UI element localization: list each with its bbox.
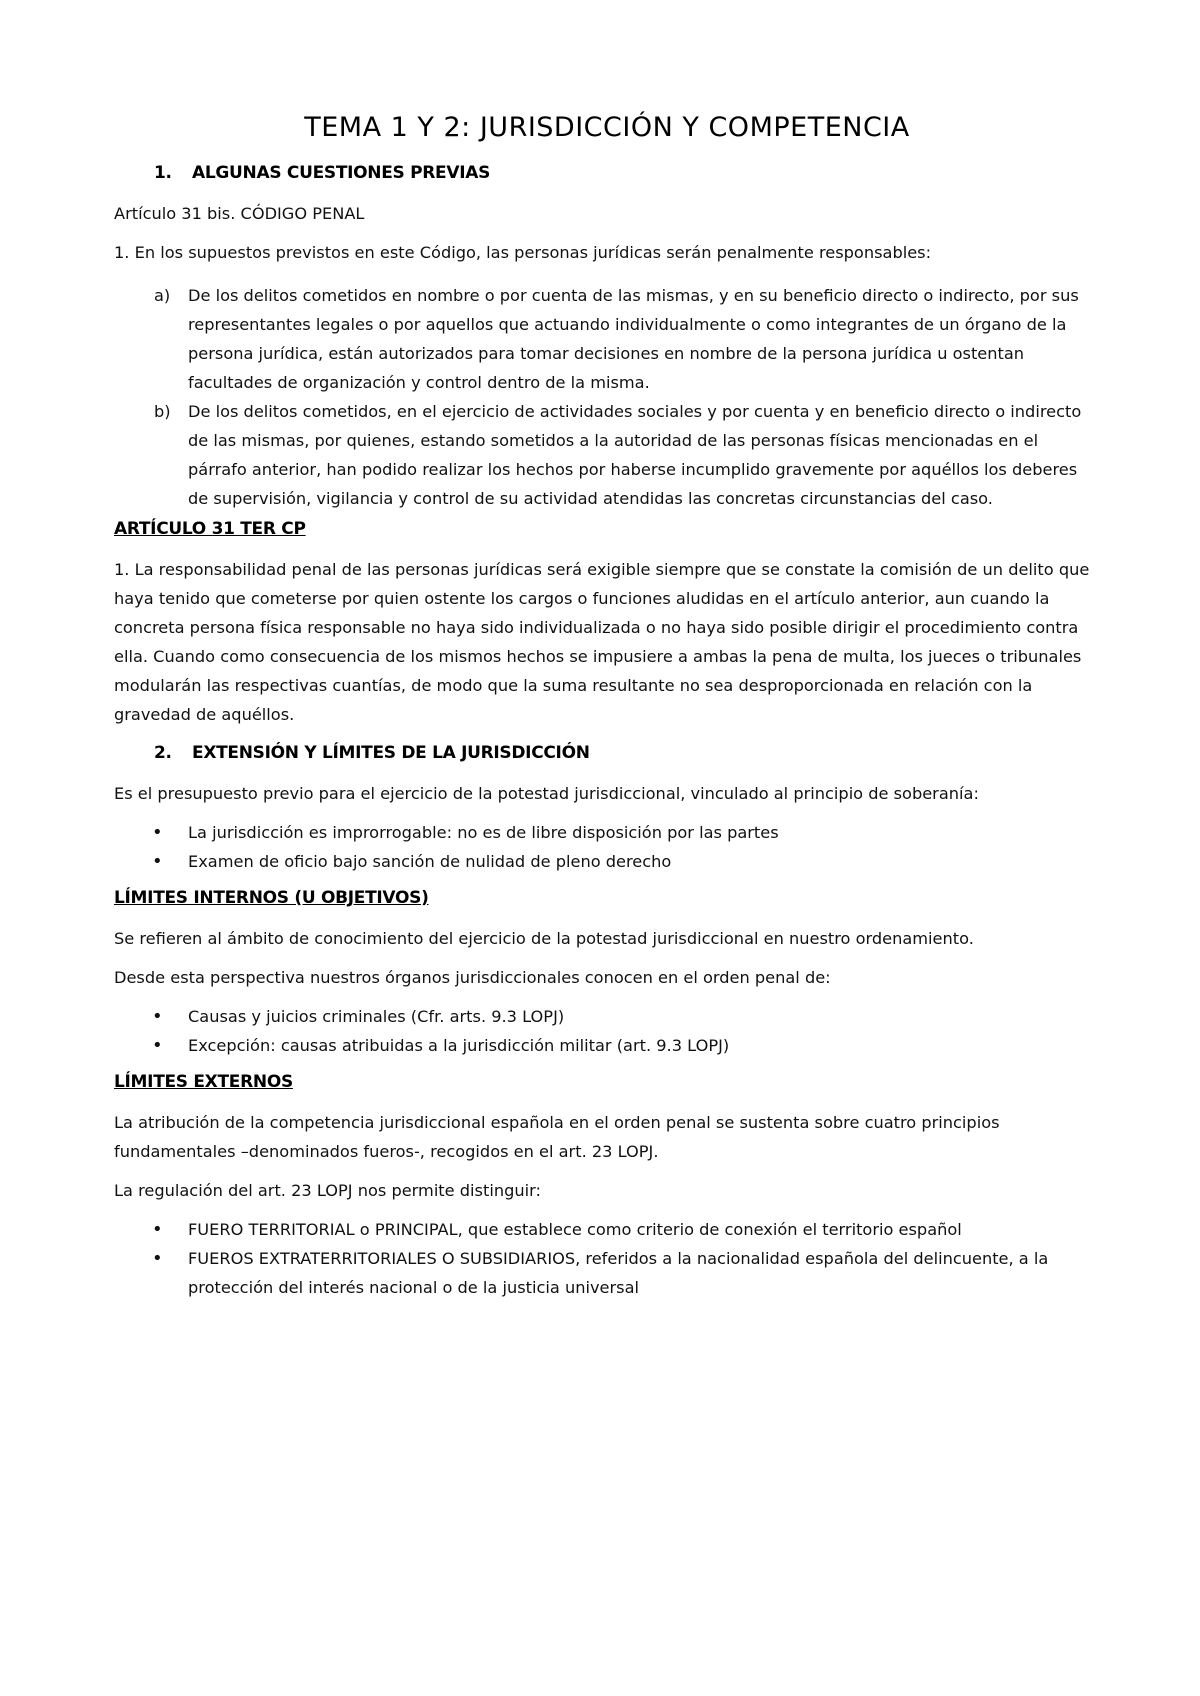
- bullet-item: [114, 1215, 1100, 1244]
- bullet-item: [114, 818, 1100, 847]
- internal-limits-heading: LÍMITES INTERNOS (U OBJETIVOS): [114, 888, 429, 908]
- list-item-text: De los delitos cometidos, en el ejercicio de actividades sociales y por cuenta y en beneficio directo o indirecto de las mismas, por quienes, estando sometidos a la autoridad de las personas físicas mencionadas en el párrafo anterior, han podido realizar los hechos por haberse incumplido gravemente por aquéllos los deberes de supervisión, vigilancia y control de su actividad atendidas las concretas circunstancias del caso.: [188, 402, 1082, 508]
- bullet-text: Examen de oficio bajo sanción de nulidad de pleno derecho: [188, 852, 672, 871]
- bullet-icon: [114, 1031, 188, 1060]
- section-2-intro: Es el presupuesto previo para el ejercicio de la potestad jurisdiccional, vinculado al principio de soberanía:: [114, 784, 979, 803]
- external-limits-p2: La regulación del art. 23 LOPJ nos permite distinguir:: [114, 1181, 541, 1200]
- article-31bis-list: [114, 281, 1100, 513]
- list-item: [114, 397, 1100, 513]
- bullet-icon: [114, 1002, 188, 1031]
- external-limits-heading: LÍMITES EXTERNOS: [114, 1072, 293, 1092]
- external-limits-p1: La atribución de la competencia jurisdiccional española en el orden penal se sustenta sobre cuatro principios fundamentales –denominados fueros-, recogidos en el art. 23 LOPJ.: [114, 1113, 1000, 1161]
- section-1-title: ALGUNAS CUESTIONES PREVIAS: [192, 163, 491, 183]
- section-1-number: 1.: [154, 163, 172, 183]
- bullet-icon: [114, 1244, 188, 1302]
- article-31ter-heading: ARTÍCULO 31 TER CP: [114, 519, 306, 539]
- bullet-text: La jurisdicción es improrrogable: no es de libre disposición por las partes: [188, 823, 779, 842]
- article-31bis-reference: Artículo 31 bis. CÓDIGO PENAL: [114, 204, 365, 223]
- internal-limits-p1: Se refieren al ámbito de conocimiento del ejercicio de la potestad jurisdiccional en nuestro ordenamiento.: [114, 929, 974, 948]
- bullet-item: [114, 1244, 1100, 1302]
- external-limits-bullets: [114, 1215, 1100, 1302]
- article-31ter-text: 1. La responsabilidad penal de las personas jurídicas será exigible siempre que se constate la comisión de un delito que haya tenido que cometerse por quien ostente los cargos o funciones aludidas en el artículo anterior, aun cuando la concreta persona física responsable no haya sido individualizada o no haya sido posible dirigir el procedimiento contra ella. Cuando como consecuencia de los mismos hechos se impusiere a ambas la pena de multa, los jueces o tribunales modularán las respectivas cuantías, de modo que la suma resultante no sea desproporcionada en relación con la gravedad de aquéllos.: [114, 560, 1090, 724]
- section-1-heading: [114, 163, 1100, 183]
- list-item: [114, 281, 1100, 397]
- section-2-title: EXTENSIÓN Y LÍMITES DE LA JURISDICCIÓN: [192, 743, 590, 763]
- bullet-icon: [114, 818, 188, 847]
- bullet-text: FUERO TERRITORIAL o PRINCIPAL, que establece como criterio de conexión el territorio español: [188, 1220, 962, 1239]
- section-2-number: 2.: [154, 743, 172, 763]
- list-marker: b): [154, 402, 171, 421]
- bullet-text: FUEROS EXTRATERRITORIALES O SUBSIDIARIOS, referidos a la nacionalidad española del delincuente, a la protección del interés nacional o de la justicia universal: [188, 1249, 1049, 1297]
- bullet-icon: [114, 847, 188, 876]
- bullet-text: Causas y juicios criminales (Cfr. arts. 9.3 LOPJ): [188, 1007, 565, 1026]
- bullet-text: Excepción: causas atribuidas a la jurisdicción militar (art. 9.3 LOPJ): [188, 1036, 730, 1055]
- document-title: TEMA 1 Y 2: JURISDICCIÓN Y COMPETENCIA: [304, 112, 910, 143]
- article-31bis-intro: 1. En los supuestos previstos en este Código, las personas jurídicas serán penalmente responsables:: [114, 243, 932, 262]
- section-2-bullets: [114, 818, 1100, 876]
- bullet-item: [114, 847, 1100, 876]
- list-marker: a): [154, 286, 171, 305]
- internal-limits-bullets: [114, 1002, 1100, 1060]
- document-content: [114, 112, 1100, 1314]
- bullet-icon: [114, 1215, 188, 1244]
- internal-limits-p2: Desde esta perspectiva nuestros órganos jurisdiccionales conocen en el orden penal de:: [114, 968, 831, 987]
- list-item-text: De los delitos cometidos en nombre o por cuenta de las mismas, y en su beneficio directo o indirecto, por sus representantes legales o por aquellos que actuando individualmente o como integrantes de un órgano de la persona jurídica, están autorizados para tomar decisiones en nombre de la persona jurídica u ostentan facultades de organización y control dentro de la misma.: [188, 286, 1079, 392]
- bullet-item: [114, 1031, 1100, 1060]
- section-2-heading: [114, 743, 1100, 763]
- bullet-item: [114, 1002, 1100, 1031]
